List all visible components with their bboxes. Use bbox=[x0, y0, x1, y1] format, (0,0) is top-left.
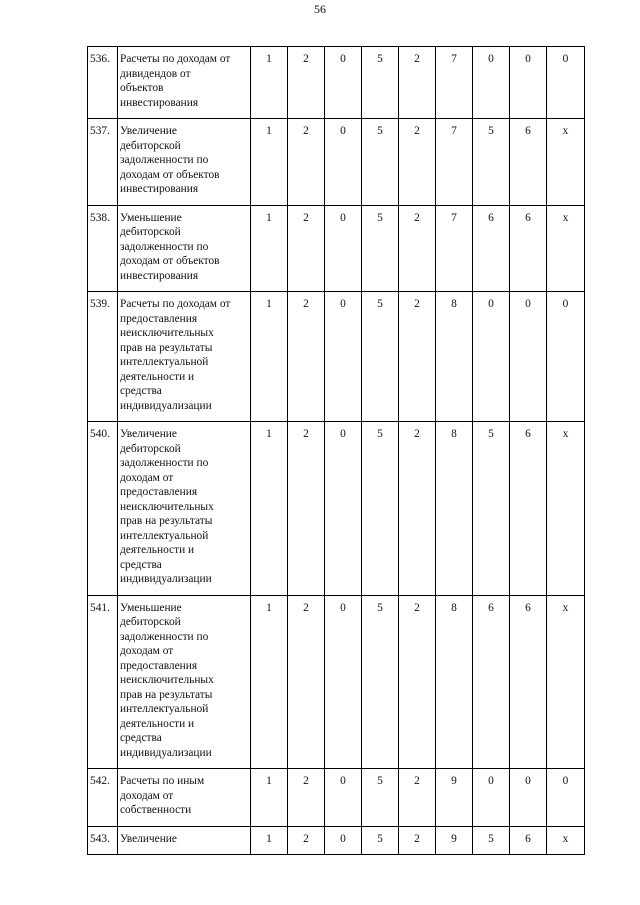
code-digit-cell: 5 bbox=[362, 769, 399, 827]
table-row bbox=[88, 422, 585, 596]
account-name-line: доходам от объектов bbox=[120, 255, 220, 267]
code-digit-cell: 8 bbox=[436, 422, 473, 596]
code-digit-cell: 6 bbox=[473, 205, 510, 292]
code-digit-cell: 2 bbox=[288, 47, 325, 119]
code-digit-cell: 6 bbox=[510, 422, 547, 596]
account-name-line: интеллектуальной bbox=[120, 529, 209, 542]
account-name-line: дивидендов от bbox=[120, 67, 191, 80]
code-digit-cell: х bbox=[547, 595, 585, 769]
row-number: 543. bbox=[88, 826, 118, 855]
row-number: 542. bbox=[88, 769, 118, 827]
code-digit-cell: 9 bbox=[436, 769, 473, 827]
code-digit-cell: 2 bbox=[399, 47, 436, 119]
code-digit-cell: 0 bbox=[510, 769, 547, 827]
code-digit-cell: 7 bbox=[436, 119, 473, 206]
account-name-line: доходам от bbox=[120, 471, 174, 484]
account-name-cell bbox=[118, 826, 251, 855]
account-name-line: интеллектуальной bbox=[120, 356, 209, 368]
code-digit-cell: 0 bbox=[325, 769, 362, 827]
code-digit-cell: 7 bbox=[436, 205, 473, 292]
account-name-line: дебиторской bbox=[120, 139, 181, 152]
code-digit-cell: 5 bbox=[473, 119, 510, 206]
code-digit-cell: 5 bbox=[362, 47, 399, 119]
code-digit-cell: 2 bbox=[399, 292, 436, 422]
account-name-line: дебиторской bbox=[120, 616, 181, 628]
code-digit-cell: 6 bbox=[510, 119, 547, 206]
table-row bbox=[88, 292, 585, 422]
code-digit-cell: 1 bbox=[251, 422, 288, 596]
account-name-line: задолженности по bbox=[120, 240, 209, 253]
code-digit-cell: 8 bbox=[436, 595, 473, 769]
code-digit-cell: 0 bbox=[325, 595, 362, 769]
code-digit-cell: 5 bbox=[362, 826, 399, 855]
code-digit-cell: 0 bbox=[325, 292, 362, 422]
page-number: 56 bbox=[314, 2, 326, 16]
account-name-cell bbox=[118, 769, 251, 827]
account-name-cell bbox=[118, 595, 251, 769]
code-digit-cell: 2 bbox=[288, 422, 325, 596]
code-digit-cell: 2 bbox=[399, 422, 436, 596]
code-digit-cell: 6 bbox=[510, 205, 547, 292]
account-name-line: индивидуализации bbox=[120, 746, 212, 759]
account-name-line: доходам от объектов bbox=[120, 168, 220, 181]
account-name-line: неисключительных bbox=[120, 327, 214, 339]
account-name-line: Расчеты по доходам от bbox=[120, 298, 231, 310]
code-digit-cell: 0 bbox=[473, 769, 510, 827]
code-digit-cell: 2 bbox=[288, 292, 325, 422]
code-digit-cell: 2 bbox=[288, 769, 325, 827]
account-name-line: прав на результаты bbox=[120, 688, 213, 701]
code-digit-cell: 7 bbox=[436, 47, 473, 119]
account-name-line: Увеличение bbox=[120, 125, 177, 137]
code-digit-cell: 1 bbox=[251, 769, 288, 827]
code-digit-cell: 1 bbox=[251, 205, 288, 292]
account-name-line: Увеличение bbox=[120, 428, 177, 440]
account-name-line: неисключительных bbox=[120, 500, 214, 513]
account-name-line: собственности bbox=[120, 804, 192, 816]
code-digit-cell: 0 bbox=[325, 422, 362, 596]
code-digit-cell: 2 bbox=[288, 119, 325, 206]
account-name-cell bbox=[118, 47, 251, 119]
account-name-line: интеллектуальной bbox=[120, 703, 209, 715]
code-digit-cell: 0 bbox=[325, 47, 362, 119]
row-number: 539. bbox=[88, 292, 118, 422]
code-digit-cell: 1 bbox=[251, 119, 288, 206]
code-digit-cell: 5 bbox=[362, 422, 399, 596]
code-digit-cell: 5 bbox=[473, 422, 510, 596]
code-digit-cell: 1 bbox=[251, 292, 288, 422]
account-codes-table bbox=[87, 46, 585, 855]
code-digit-cell: 1 bbox=[251, 595, 288, 769]
account-name-line: средства bbox=[120, 385, 162, 397]
account-name-line: деятельности и bbox=[120, 717, 195, 730]
account-name-line: предоставления bbox=[120, 312, 198, 325]
account-name-line: Увеличение bbox=[120, 832, 177, 845]
code-digit-cell: 5 bbox=[362, 205, 399, 292]
code-digit-cell: 2 bbox=[399, 769, 436, 827]
account-name-line: деятельности и bbox=[120, 544, 195, 556]
code-digit-cell: 5 bbox=[473, 826, 510, 855]
account-name-cell bbox=[118, 119, 251, 206]
code-digit-cell: 9 bbox=[436, 826, 473, 855]
account-name-line: инвестирования bbox=[120, 183, 199, 195]
table-row bbox=[88, 769, 585, 827]
account-name-line: инвестирования bbox=[120, 269, 199, 282]
account-name-line: деятельности и bbox=[120, 370, 195, 383]
account-name-line: задолженности по bbox=[120, 457, 209, 469]
code-digit-cell: 2 bbox=[288, 595, 325, 769]
code-digit-cell: 0 bbox=[547, 769, 585, 827]
code-digit-cell: 0 bbox=[325, 205, 362, 292]
code-digit-cell: 5 bbox=[362, 595, 399, 769]
code-digit-cell: 0 bbox=[547, 292, 585, 422]
code-digit-cell: х bbox=[547, 422, 585, 596]
code-digit-cell: 6 bbox=[510, 595, 547, 769]
table-row bbox=[88, 205, 585, 292]
account-name-line: Уменьшение bbox=[120, 601, 182, 614]
code-digit-cell: 2 bbox=[399, 205, 436, 292]
code-digit-cell: 0 bbox=[473, 47, 510, 119]
account-name-line: предоставления bbox=[120, 486, 198, 498]
account-name-line: Уменьшение bbox=[120, 211, 182, 224]
row-number: 536. bbox=[88, 47, 118, 119]
account-name-line: задолженности по bbox=[120, 630, 209, 643]
code-digit-cell: 2 bbox=[399, 595, 436, 769]
table-row bbox=[88, 119, 585, 206]
account-name-line: прав на результаты bbox=[120, 341, 213, 354]
code-digit-cell: х bbox=[547, 119, 585, 206]
account-name-line: доходам от bbox=[120, 645, 174, 657]
account-name-line: неисключительных bbox=[120, 674, 214, 686]
row-number: 538. bbox=[88, 205, 118, 292]
row-number: 537. bbox=[88, 119, 118, 206]
code-digit-cell: 0 bbox=[325, 826, 362, 855]
account-name-line: дебиторской bbox=[120, 226, 181, 238]
account-name-line: доходам от bbox=[120, 789, 174, 802]
code-digit-cell: 0 bbox=[510, 47, 547, 119]
account-name-line: индивидуализации bbox=[120, 573, 212, 585]
code-digit-cell: 6 bbox=[473, 595, 510, 769]
code-digit-cell: 2 bbox=[399, 826, 436, 855]
account-name-line: средства bbox=[120, 732, 162, 744]
account-name-line: инвестирования bbox=[120, 96, 199, 109]
account-name-line: объектов bbox=[120, 82, 164, 94]
code-digit-cell: 6 bbox=[510, 826, 547, 855]
code-digit-cell: 2 bbox=[288, 826, 325, 855]
account-name-cell bbox=[118, 422, 251, 596]
account-name-line: средства bbox=[120, 558, 162, 571]
code-digit-cell: 0 bbox=[510, 292, 547, 422]
account-name-line: задолженности по bbox=[120, 154, 209, 166]
account-name-line: прав на результаты bbox=[120, 515, 213, 527]
account-name-line: дебиторской bbox=[120, 442, 181, 455]
code-digit-cell: 0 bbox=[547, 47, 585, 119]
code-digit-cell: 0 bbox=[473, 292, 510, 422]
table-body bbox=[88, 47, 585, 855]
code-digit-cell: 1 bbox=[251, 47, 288, 119]
account-name-line: Расчеты по доходам от bbox=[120, 53, 231, 65]
row-number: 540. bbox=[88, 422, 118, 596]
table-row bbox=[88, 47, 585, 119]
table-row bbox=[88, 826, 585, 855]
row-number: 541. bbox=[88, 595, 118, 769]
account-name-line: предоставления bbox=[120, 659, 198, 672]
account-name-cell bbox=[118, 292, 251, 422]
table-row bbox=[88, 595, 585, 769]
code-digit-cell: х bbox=[547, 205, 585, 292]
code-digit-cell: 2 bbox=[288, 205, 325, 292]
code-digit-cell: 1 bbox=[251, 826, 288, 855]
code-digit-cell: 8 bbox=[436, 292, 473, 422]
code-digit-cell: 2 bbox=[399, 119, 436, 206]
account-name-line: индивидуализации bbox=[120, 399, 212, 412]
account-name-line: Расчеты по иным bbox=[120, 775, 205, 787]
code-digit-cell: 5 bbox=[362, 292, 399, 422]
code-digit-cell: 0 bbox=[325, 119, 362, 206]
account-name-cell bbox=[118, 205, 251, 292]
code-digit-cell: х bbox=[547, 826, 585, 855]
code-digit-cell: 5 bbox=[362, 119, 399, 206]
